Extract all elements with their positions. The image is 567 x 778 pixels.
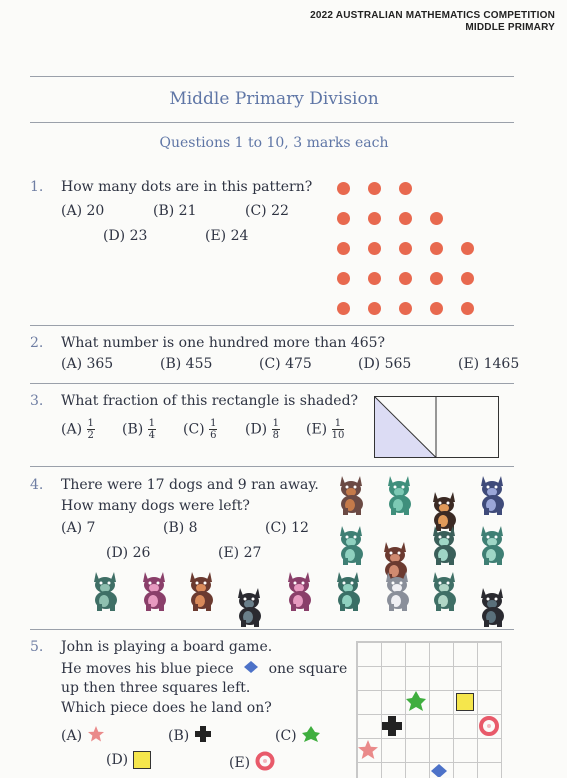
text-part: He moves his blue piece <box>61 661 234 677</box>
dot <box>430 242 443 255</box>
black-cross-icon <box>194 725 212 743</box>
dot <box>337 242 350 255</box>
option-label: (A) <box>61 728 83 744</box>
dot <box>368 212 381 225</box>
numerator: 1 <box>210 418 217 429</box>
dot <box>461 272 474 285</box>
option-label: (D) <box>245 421 268 438</box>
numerator: 1 <box>148 418 156 429</box>
denominator: 4 <box>148 430 156 441</box>
dot <box>368 302 381 315</box>
header-title: 2022 AUSTRALIAN MATHEMATICS COMPETITION <box>310 10 555 21</box>
question-number: 1. <box>30 179 44 195</box>
divider <box>30 76 514 77</box>
pink-ring-piece-icon <box>478 715 500 737</box>
question-4-text: There were 17 dogs and 9 ran away. <box>61 477 319 493</box>
numerator: 1 <box>87 418 94 429</box>
option-b <box>122 418 156 441</box>
black-piece-icon <box>381 715 403 737</box>
dot <box>461 302 474 315</box>
divider <box>30 629 514 630</box>
fraction <box>148 418 156 441</box>
option-a: (A) 365 <box>61 356 114 372</box>
header-subtitle: MIDDLE PRIMARY <box>465 22 555 33</box>
blue-diamond-piece-icon <box>430 763 448 777</box>
dog-icon <box>232 584 268 628</box>
question-5-text-2 <box>61 660 347 677</box>
option-e: (E) 27 <box>218 545 262 561</box>
competition-header <box>310 10 555 34</box>
dog-icon <box>184 568 220 612</box>
fraction <box>87 418 95 441</box>
denominator: 6 <box>210 430 217 441</box>
questions-subheading: Questions 1 to 10, 3 marks each <box>159 135 389 151</box>
dog-icon <box>137 568 173 612</box>
option-d: (D) 26 <box>106 545 151 561</box>
option-a: (A) 20 <box>61 203 105 219</box>
dog-icon <box>475 584 511 628</box>
question-number: 3. <box>30 393 44 409</box>
option-c: (C) 475 <box>259 356 312 372</box>
question-1-text: How many dots are in this pattern? <box>61 179 313 195</box>
dot <box>430 272 443 285</box>
text-part: one square <box>268 661 348 677</box>
pink-star-piece-icon <box>357 739 379 761</box>
dog-icon <box>334 522 370 566</box>
dot <box>368 182 381 195</box>
question-number: 2. <box>30 335 44 351</box>
dog-icon <box>475 522 511 566</box>
option-e <box>229 751 275 771</box>
dot <box>399 302 412 315</box>
option-e <box>306 418 344 441</box>
option-label: (B) <box>168 728 190 744</box>
numerator: 1 <box>332 418 345 430</box>
option-label: (A) <box>61 421 83 438</box>
pink-star-icon <box>87 725 105 743</box>
dog-icon <box>380 568 416 612</box>
option-b <box>168 725 212 744</box>
divider <box>30 122 514 123</box>
denominator: 10 <box>331 430 345 441</box>
option-b: (B) 455 <box>160 356 213 372</box>
option-e: (E) 24 <box>205 228 249 244</box>
green-shape-icon <box>301 725 321 743</box>
question-5-text: John is playing a board game. <box>61 639 273 655</box>
dot <box>399 242 412 255</box>
fraction <box>209 418 217 441</box>
dog-icon <box>427 522 463 566</box>
question-5-text-4: Which piece does he land on? <box>61 700 272 716</box>
option-d: (D) 23 <box>103 228 148 244</box>
option-label: (E) <box>229 755 251 771</box>
option-c <box>275 725 321 744</box>
dot <box>461 242 474 255</box>
dog-icon <box>282 568 318 612</box>
dot <box>337 302 350 315</box>
dot <box>430 212 443 225</box>
division-title: Middle Primary Division <box>169 89 379 109</box>
shaded-rectangle <box>374 396 499 458</box>
option-b: (B) 8 <box>163 520 198 536</box>
dog-icon <box>427 568 463 612</box>
question-5-text-3: up then three squares left. <box>61 680 251 696</box>
dot <box>337 182 350 195</box>
question-3-text: What fraction of this rectangle is shaded? <box>61 393 359 409</box>
question-4-text-2: How many dogs were left? <box>61 498 250 514</box>
dot <box>368 272 381 285</box>
divider <box>30 383 514 384</box>
question-2-text: What number is one hundred more than 465? <box>61 335 386 351</box>
option-b: (B) 21 <box>153 203 197 219</box>
dot <box>368 242 381 255</box>
green-piece-icon <box>405 690 427 712</box>
fraction <box>332 418 345 441</box>
pink-ring-icon <box>255 751 275 771</box>
fraction <box>272 418 280 441</box>
divider <box>30 466 514 467</box>
option-label: (C) <box>275 728 297 744</box>
dot <box>337 272 350 285</box>
option-a <box>61 418 95 441</box>
divider <box>30 325 514 326</box>
yellow-piece-icon <box>456 693 474 711</box>
dog-icon <box>88 568 124 612</box>
dot <box>399 182 412 195</box>
question-number: 5. <box>30 639 44 655</box>
dot <box>337 212 350 225</box>
denominator: 8 <box>272 430 279 441</box>
yellow-square-icon <box>133 751 151 769</box>
option-label: (D) <box>106 752 129 768</box>
option-c: (C) 12 <box>265 520 309 536</box>
dog-icon <box>334 472 370 516</box>
numerator: 1 <box>272 418 279 429</box>
option-label: (E) <box>306 421 328 438</box>
option-d <box>106 751 151 769</box>
option-c: (C) 22 <box>245 203 289 219</box>
dog-icon <box>475 472 511 516</box>
question-number: 4. <box>30 477 44 493</box>
dot <box>399 212 412 225</box>
option-a: (A) 7 <box>61 520 96 536</box>
option-c <box>183 418 217 441</box>
option-a <box>61 725 105 744</box>
dog-icon <box>382 472 418 516</box>
option-label: (C) <box>183 421 205 438</box>
option-e: (E) 1465 <box>458 356 520 372</box>
dog-icon <box>331 568 367 612</box>
blue-diamond-icon <box>242 660 260 674</box>
option-d: (D) 565 <box>358 356 412 372</box>
option-d <box>245 418 280 441</box>
denominator: 2 <box>87 430 94 441</box>
dot <box>399 272 412 285</box>
dot <box>430 302 443 315</box>
option-label: (B) <box>122 421 144 438</box>
